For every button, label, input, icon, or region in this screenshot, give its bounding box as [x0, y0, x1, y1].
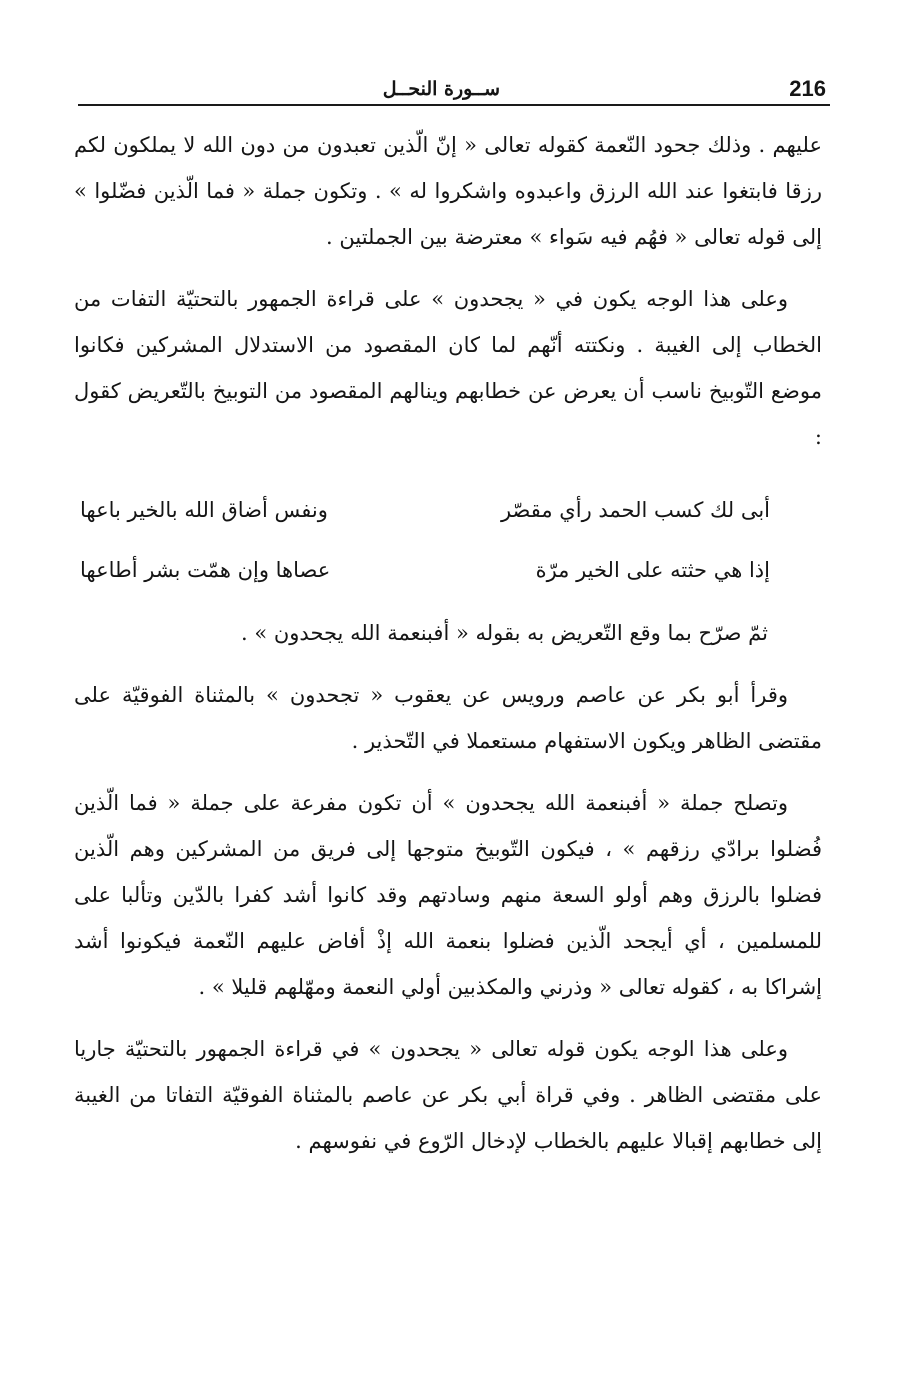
paragraph-gap [74, 656, 822, 672]
page-number: 216 [789, 76, 826, 101]
paragraph-6: وعلى هذا الوجه يكون قوله تعالى « يجحدون » في قراءة الجمهور بالتحتيّة جاريا على مقتضى الظاهر . وفي قراة أبي بكر عن عاصم بالمثناة الفوقيّة التفاتا من الغيبة إلى خطابهم إقبالا عليهم بالخطاب لإدخال الرّوع في نفوسهم . [74, 1037, 822, 1153]
paragraph-2: وعلى هذا الوجه يكون في « يجحدون » على قراءة الجمهور بالتحتيّة التفات من الخطاب إلى الغيبة . ونكتته أنّهم لما كان المقصود من الاستدلال المشركين فكانوا موضع التّوبيخ ناسب أن يعرض عن خطابهم وينالهم المقصود من التوبيخ بالتّعريض كقول : [74, 287, 822, 449]
paragraph-5: وتصلح جملة « أفبنعمة الله يجحدون » أن تكون مفرعة على جملة « فما الّذين فُضلوا برادّي رزقهم » ، فيكون التّوبيخ متوجها إلى فريق من المشركين وهم الّذين فضلوا بالرزق وهم أولو السعة منهم وسادتهم وقد كانوا أشد كفرا بالدّين وتألبا على للمسلمين ، أي أيجحد الّذين فضلوا بنعمة الله إذْ أفاض عليهم النّعمة فيكونوا أشد إشراكا به ، كقوله تعالى « وذرني والمكذبين أولي النعمة ومهّلهم قليلا » . [74, 791, 822, 999]
paragraph-1: عليهم . وذلك جحود النّعمة كقوله تعالى « إنّ الّذين تعبدون من دون الله لا يملكون لكم رزقا فابتغوا عند الله الرزق واعبدوه واشكروا له » . وتكون جملة « فما الّذين فضّلوا » إلى قوله تعالى « فهُم فيه سَواء » معترضة بين الجملتين . [74, 133, 822, 249]
paragraph-gap [74, 260, 822, 276]
verse-line-1 [80, 480, 770, 540]
paragraph-gap [74, 1010, 822, 1026]
verse-line-2 [80, 540, 770, 600]
header-divider [78, 104, 830, 106]
verse-1-first-hemistich: أبى لك كسب الحمد رأي مقصّر [500, 498, 770, 522]
paragraph-gap [74, 764, 822, 780]
poetry-verses [74, 480, 822, 600]
paragraph-4: وقرأ أبو بكر عن عاصم ورويس عن يعقوب « تجحدون » بالمثناة الفوقيّة على مقتضى الظاهر ويكون الاستفهام مستعملا في التّحذير . [74, 683, 822, 753]
paragraph-3: ثمّ صرّح بما وقع التّعريض به بقوله « أفبنعمة الله يجحدون » . [240, 621, 768, 645]
verse-1-second-hemistich: ونفس أضاق الله بالخير باعها [80, 498, 328, 522]
page-body [74, 122, 822, 1164]
running-title: ســورة النحــل [382, 78, 500, 100]
page-header [78, 68, 830, 108]
verse-2-second-hemistich: عصاها وإن همّت بشر أطاعها [80, 558, 331, 582]
verse-2-first-hemistich: إذا هي حثته على الخير مرّة [535, 558, 770, 582]
